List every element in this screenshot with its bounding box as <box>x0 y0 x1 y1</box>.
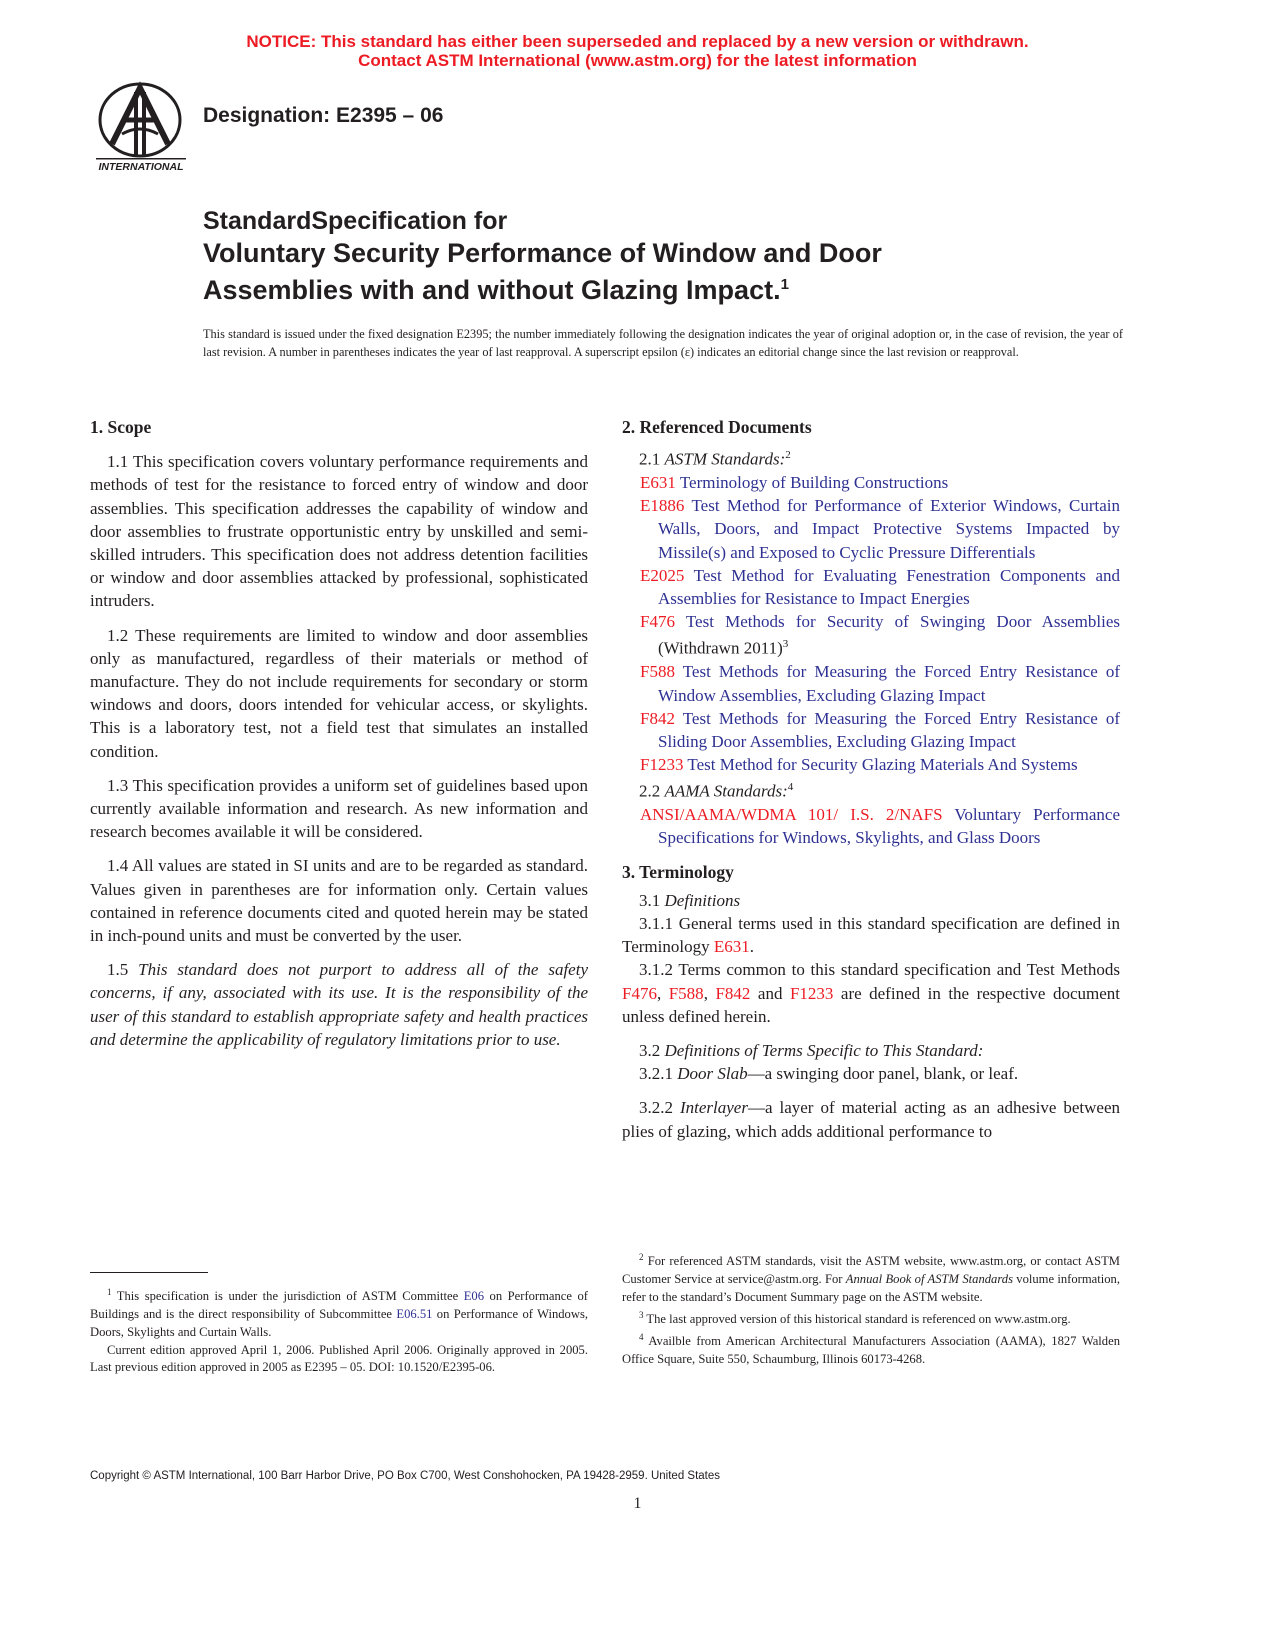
link-f1233[interactable]: F1233 <box>789 983 834 1003</box>
ref-title[interactable]: Test Methods for Measuring the Forced Entry Resistance of Window Assemblies, Excluding Glazing Impact <box>658 662 1120 705</box>
footnote-divider <box>90 1272 208 1273</box>
ref-code[interactable]: F1233 <box>640 755 684 775</box>
ref-footnote-mark: 3 <box>782 638 789 651</box>
term-para-3-2-1 <box>622 1062 1120 1085</box>
ref-code[interactable]: F842 <box>640 708 675 728</box>
footnote-2-mark: 2 <box>639 1252 644 1262</box>
footnote-text: Availble from American Architectural Manufacturers Association (AAMA), 1827 Walden Office Square, Suite 550, Schaumburg, Illinois 60173-4268. <box>622 1333 1120 1366</box>
footnote-1 <box>90 1284 588 1342</box>
footnote-text: volume information, refer to the standard’s Document Summary page on the ASTM website. <box>622 1271 1120 1304</box>
ref-title[interactable]: Terminology of Building Constructions <box>675 473 949 493</box>
ref-item-f842[interactable] <box>622 707 1120 753</box>
term-text: , <box>703 983 716 1003</box>
ref-code[interactable]: E631 <box>640 473 676 493</box>
term-text: are defined in the respective document unless defined herein. <box>622 983 1121 1026</box>
term-text: and <box>750 983 790 1003</box>
astm-standards-subhead <box>622 444 1120 471</box>
link-e631[interactable]: E631 <box>713 937 750 957</box>
ref-item-f588[interactable] <box>622 660 1120 706</box>
term-door-slab: Door Slab <box>677 1064 748 1084</box>
scope-para-1-2: 1.2 These requirements are limited to window and door assemblies only as manufactured, regardless of their materials or method of manufacture. They do not include requirements for secondary or storm windows and doors, doors intended for vehicular access, or skylights. This is a laboratory test, not a field test that simulates an installed condition. <box>90 625 588 761</box>
title-footnote-mark: 1 <box>780 276 789 293</box>
aama-standards-label: AAMA Standards: <box>664 782 788 802</box>
left-column <box>90 416 588 1062</box>
term-para-3-1-2 <box>622 958 1120 1028</box>
term-para-3-1-1 <box>622 912 1120 958</box>
document-title <box>203 206 1183 306</box>
ref-item-e2025[interactable] <box>622 564 1120 610</box>
term-text: . <box>749 937 754 957</box>
ref-code[interactable]: E1886 <box>640 496 685 516</box>
footnote-3-mark: 3 <box>639 1309 644 1320</box>
page-number: 1 <box>633 1495 642 1512</box>
aama-standards-subhead <box>622 776 1120 803</box>
ref-item-e1886[interactable] <box>622 494 1120 564</box>
term-num: 3.2.2 <box>639 1098 680 1118</box>
ref-item-f1233[interactable] <box>622 753 1120 776</box>
title-line-3 <box>203 269 1183 306</box>
scope-para-1-5-text: This standard does not purport to address all of the safety concerns, if any, associated with its use. It is the responsibility of the user of this standard to establish appropriate safety and health practices and determine the applicability of regulatory limitations prior to use. <box>90 960 588 1049</box>
preamble: This standard is issued under the fixed designation E2395; the number immediately following the designation indicates the year of original adoption or, in the case of revision, the year of last revision. A number in parentheses indicates the year of last reapproval. A superscript epsilon (ε) indicates an editorial change since the last revision or reapproval. <box>203 327 1123 359</box>
specific-definitions-num: 3.2 <box>639 1041 665 1061</box>
ref-title[interactable]: Test Method for Performance of Exterior Windows, Curtain Walls, Doors, and Impact Protective Systems Impacted by Missile(s) and Exposed to Cyclic Pressure Differentials <box>658 496 1120 562</box>
footnotes-left <box>90 1284 588 1377</box>
ref-title[interactable]: Test Method for Evaluating Fenestration Components and Assemblies for Resistance to Impact Energies <box>658 565 1120 609</box>
footnote-text: For referenced ASTM standards, visit the ASTM website, www.astm.org, or contact ASTM Customer Service at service@astm.org. For <box>622 1254 1120 1286</box>
aama-standards-num: 2.2 <box>639 782 665 802</box>
term-text: , <box>656 983 669 1003</box>
notice-line-2: Contact ASTM International (www.astm.org) for the latest information <box>358 51 917 70</box>
link-f476[interactable]: F476 <box>622 983 657 1003</box>
definitions-subhead <box>622 889 1120 912</box>
astm-standards-label: ASTM Standards: <box>664 449 786 469</box>
footnote-text: This specification is under the jurisdiction of ASTM Committee <box>111 1289 464 1304</box>
specific-definitions-label: Definitions of Terms Specific to This Standard: <box>664 1041 984 1061</box>
scope-para-1-5 <box>90 958 588 1051</box>
ref-code[interactable]: F588 <box>640 662 675 682</box>
scope-para-1-1: 1.1 This specification covers voluntary performance requirements and methods of test for the resistance to forced entry of window and door assemblies. This specification addresses the capability of window and door assemblies to frustrate opportunistic entry by unskilled and semi-skilled intruders. This specification does not address detention facilities or window and door assemblies attacked by professional, sophisticated intruders. <box>90 452 588 611</box>
footnote-text: on Performance of Buildings and is the direct responsibility of Subcommittee <box>90 1289 588 1321</box>
notice-line-1: NOTICE: This standard has either been superseded and replaced by a new version or withdrawn. <box>246 32 1029 51</box>
footnote-4-mark: 4 <box>639 1331 644 1342</box>
right-column <box>622 416 1120 1154</box>
astm-logo <box>92 78 188 174</box>
ref-title[interactable]: Test Methods for Security of Swinging Door Assemblies <box>674 612 1120 632</box>
copyright-line: Copyright © ASTM International, 100 Barr Harbor Drive, PO Box C700, West Conshohocken, PA 19428-2959. United States <box>90 1470 721 1482</box>
footnote-1-edition: Current edition approved April 1, 2006. Published April 2006. Originally approved in 2005. Last previous edition approved in 2005 as E2395 – 05. DOI: 10.1520/E2395-06. <box>90 1342 588 1375</box>
definitions-num: 3.1 <box>639 890 665 910</box>
footnote-italic: Annual Book of ASTM Standards <box>845 1271 1013 1286</box>
astm-standards-num: 2.1 <box>639 449 665 469</box>
scope-para-1-4: 1.4 All values are stated in SI units and are to be regarded as standard. Values given in parentheses are for information only. Certain values contained in reference documents cited and quoted herein may be stated in inch-pound units and must be converted by the user. <box>90 856 588 946</box>
term-para-3-2-2 <box>622 1096 1120 1142</box>
term-text: 3.1.2 Terms common to this standard specification and Test Methods <box>639 960 1120 980</box>
scope-para-1-3: 1.3 This specification provides a uniform set of guidelines based upon currently available information and research. As new information and research becomes available it will be considered. <box>90 775 588 842</box>
references-heading: 2. Referenced Documents <box>622 417 812 437</box>
logo-label: INTERNATIONAL <box>98 161 184 173</box>
astm-logo-icon <box>92 78 188 174</box>
term-interlayer: Interlayer <box>679 1098 748 1118</box>
ref-title[interactable]: Test Methods for Measuring the Forced Entry Resistance of Sliding Door Assemblies, Excluding Glazing Impact <box>658 708 1120 751</box>
title-line-1: StandardSpecification for <box>203 207 508 235</box>
scope-para-1-5-num: 1.5 <box>107 960 139 980</box>
ref-code[interactable]: E2025 <box>640 565 685 585</box>
footnote-text: on Performance of Windows, Doors, Skylights and Curtain Walls. <box>90 1306 589 1339</box>
ref-item-e631[interactable] <box>622 471 1120 494</box>
ref-title[interactable]: Test Method for Security Glazing Materials And Systems <box>683 755 1078 775</box>
title-line-2: Voluntary Security Performance of Window and Door <box>203 238 882 268</box>
footnotes-right <box>622 1249 1120 1368</box>
specific-definitions-subhead <box>622 1039 1120 1062</box>
ref-code[interactable]: F476 <box>640 612 675 632</box>
scope-heading: 1. Scope <box>90 417 152 437</box>
definitions-label: Definitions <box>664 890 741 910</box>
ref-item-f476[interactable] <box>622 610 1120 660</box>
ref-title[interactable]: Voluntary Performance Specifications for Windows, Skylights, and Glass Doors <box>658 805 1120 848</box>
footnote-3 <box>622 1307 1120 1329</box>
footnote-1-mark: 1 <box>107 1287 112 1297</box>
link-f842[interactable]: F842 <box>715 983 751 1003</box>
footnote-4 <box>622 1329 1120 1369</box>
designation: Designation: E2395 – 06 <box>203 104 444 127</box>
term-text: 3.1.1 General terms used in this standard specification are defined in Terminology <box>622 914 1120 957</box>
link-f588[interactable]: F588 <box>668 983 704 1003</box>
aama-standards-mark: 4 <box>787 781 794 794</box>
ref-item-aama-101[interactable] <box>622 803 1120 849</box>
term-num: 3.2.1 <box>639 1064 678 1084</box>
terminology-heading: 3. Terminology <box>622 861 734 882</box>
link-e06-51[interactable]: E06.51 <box>396 1306 433 1321</box>
withdrawal-notice <box>0 32 1275 70</box>
term-definition: —a layer of material acting as an adhesive between plies of glazing, which adds additional performance to <box>622 1098 1121 1141</box>
ref-code[interactable]: ANSI/AAMA/WDMA 101/ I.S. 2/NAFS <box>640 805 943 825</box>
link-e06[interactable]: E06 <box>463 1289 485 1304</box>
footnote-text: The last approved version of this historical standard is referenced on www.astm.org. <box>643 1311 1071 1326</box>
footnote-2 <box>622 1249 1120 1307</box>
title-line-3-text: Assemblies with and without Glazing Impact. <box>203 275 781 305</box>
term-definition: —a swinging door panel, blank, or leaf. <box>747 1064 1019 1084</box>
astm-standards-mark: 2 <box>785 449 791 462</box>
ref-withdrawn-note: (Withdrawn 2011) <box>658 639 783 659</box>
